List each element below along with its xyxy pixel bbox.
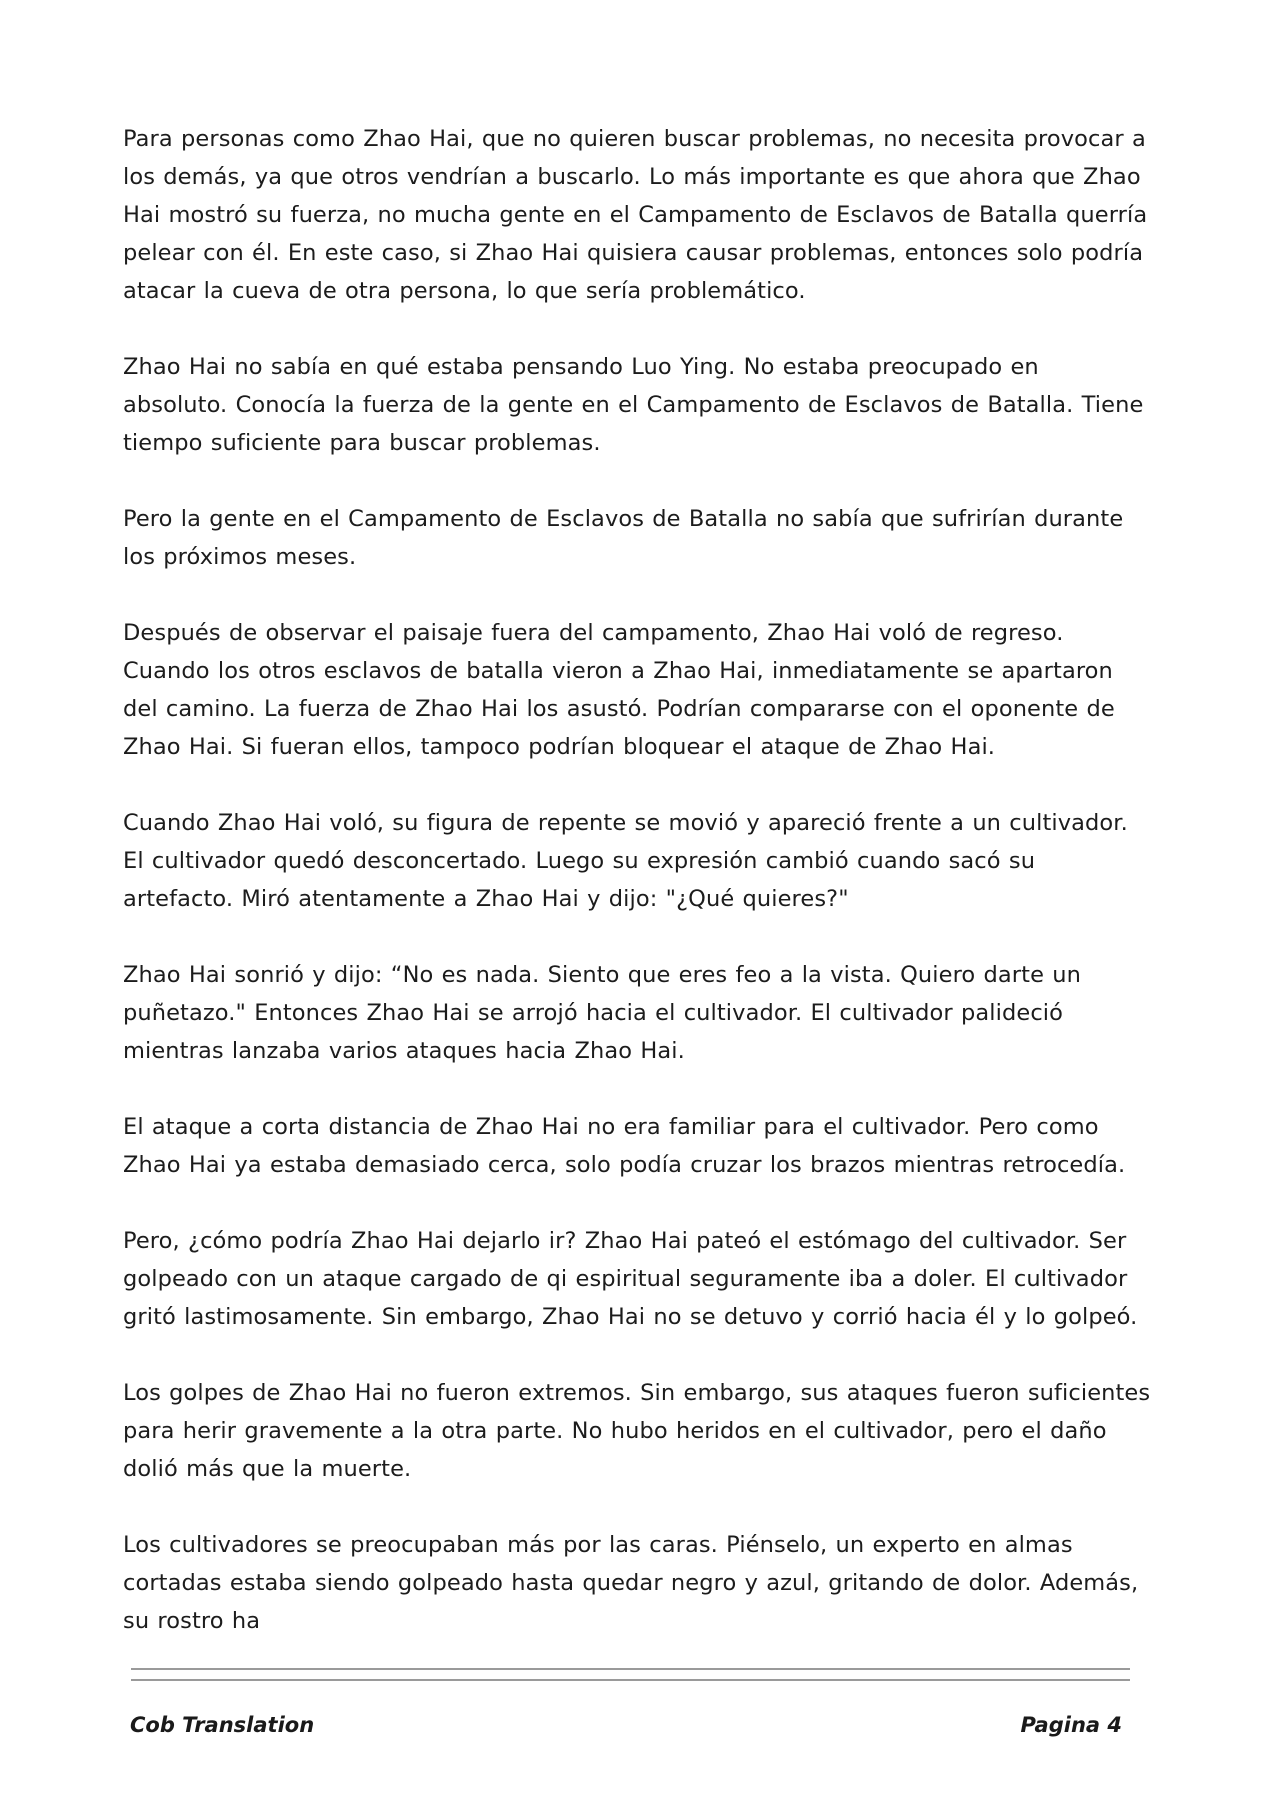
page-number: Pagina 4 <box>1020 1713 1122 1737</box>
paragraph: Cuando Zhao Hai voló, su figura de repente se movió y apareció frente a un cultivador. El cultivador quedó desconcertado. Luego su expresión cambió cuando sacó su artefacto. Miró atentamente a Zhao Hai y dijo: "¿Qué quieres?" <box>123 810 1128 912</box>
footer-divider-top <box>131 1668 1130 1670</box>
paragraph: Después de observar el paisaje fuera del campamento, Zhao Hai voló de regreso. Cuando los otros esclavos de batalla vieron a Zhao Hai, inmediatamente se apartaron del camino. La fuerza de Zhao Hai los asustó. Podrían compararse con el oponente de Zhao Hai. Si fueran ellos, tampoco podrían bloquear el ataque de Zhao Hai. <box>123 620 1115 760</box>
paragraph: Pero, ¿cómo podría Zhao Hai dejarlo ir? Zhao Hai pateó el estómago del cultivador. Ser golpeado con un ataque cargado de qi espiritual seguramente iba a doler. El cultivador gritó lastimosamente. Sin embargo, Zhao Hai no se detuvo y corrió hacia él y lo golpeó. <box>123 1228 1138 1330</box>
footer-divider-bottom <box>131 1679 1130 1681</box>
paragraph: Para personas como Zhao Hai, que no quieren buscar problemas, no necesita provocar a los demás, ya que otros vendrían a buscarlo. Lo más importante es que ahora que Zhao Hai mostró su fuerza, no mucha gente en el Campamento de Esclavos de Batalla querría pelear con él. En este caso, si Zhao Hai quisiera causar problemas, entonces solo podría atacar la cueva de otra persona, lo que sería problemático. <box>123 126 1148 304</box>
paragraph: Los golpes de Zhao Hai no fueron extremos. Sin embargo, sus ataques fueron suficientes para herir gravemente a la otra parte. No hubo heridos en el cultivador, pero el daño dolió más que la muerte. <box>123 1380 1151 1482</box>
paragraph: El ataque a corta distancia de Zhao Hai no era familiar para el cultivador. Pero como Zhao Hai ya estaba demasiado cerca, solo podía cruzar los brazos mientras retrocedía. <box>123 1114 1126 1178</box>
paragraph: Los cultivadores se preocupaban más por las caras. Piénselo, un experto en almas cortadas estaba siendo golpeado hasta quedar negro y azul, gritando de dolor. Además, su rostro ha <box>123 1532 1139 1634</box>
paragraph: Zhao Hai no sabía en qué estaba pensando Luo Ying. No estaba preocupado en absoluto. Conocía la fuerza de la gente en el Campamento de Esclavos de Batalla. Tiene tiempo suficiente para buscar problemas. <box>123 354 1144 456</box>
paragraph: Pero la gente en el Campamento de Esclavos de Batalla no sabía que sufrirían durante los próximos meses. <box>123 506 1124 570</box>
footer-credit: Cob Translation <box>130 1713 315 1737</box>
paragraph: Zhao Hai sonrió y dijo: “No es nada. Siento que eres feo a la vista. Quiero darte un puñetazo." Entonces Zhao Hai se arrojó hacia el cultivador. El cultivador palideció mientras lanzaba varios ataques hacia Zhao Hai. <box>123 962 1081 1064</box>
page-body <box>123 120 1151 1640</box>
